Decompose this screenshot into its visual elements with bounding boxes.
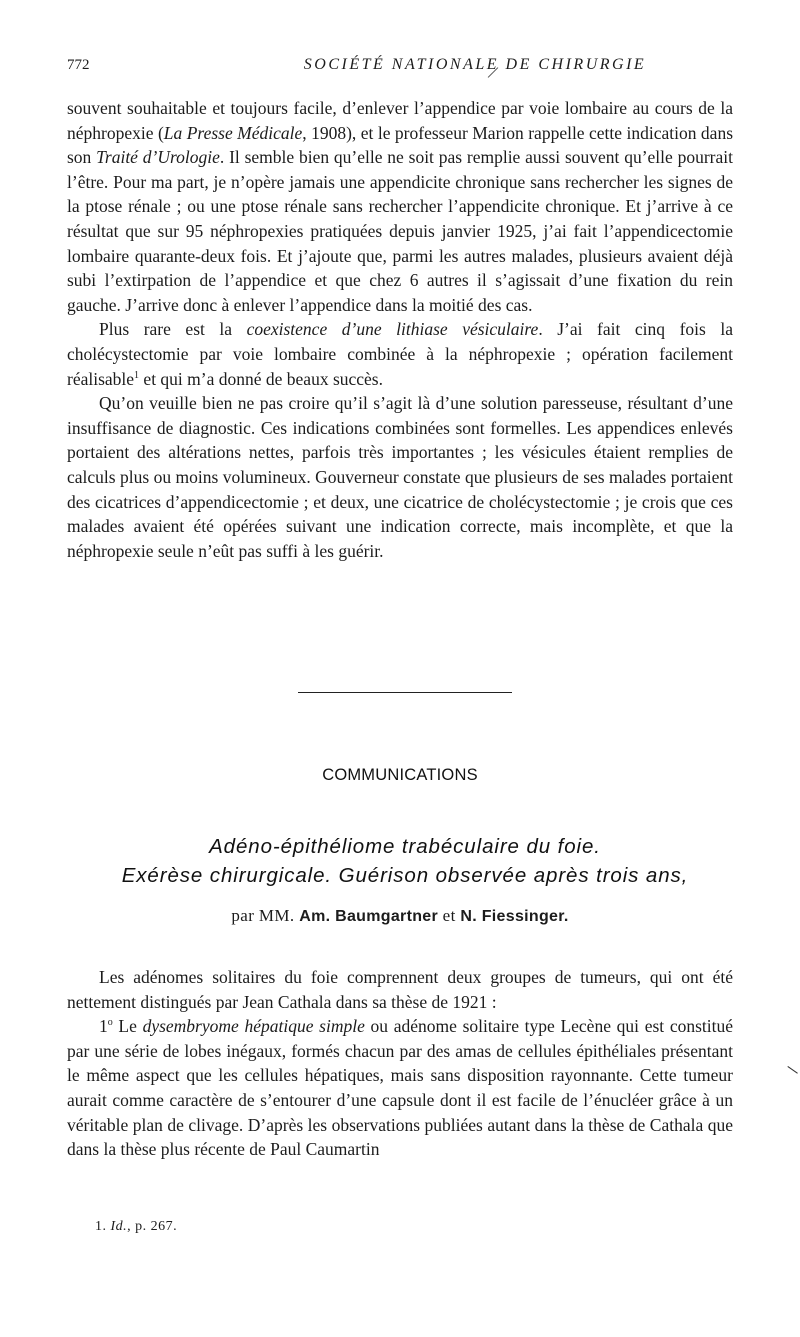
footnote-page-ref: , p. 267. (127, 1219, 178, 1234)
footnote-ibid: Id. (110, 1219, 128, 1234)
emphasis: dysembryome hépatique simple (142, 1016, 365, 1037)
section-heading: COMMUNICATIONS (322, 766, 478, 784)
journal-title: SOCIÉTÉ NATIONALE DE CHIRURGIE (303, 56, 647, 73)
text-run: , 1908), et le professeur Marion rappelle cette indication dans son (67, 122, 734, 168)
list-number: 1 (99, 1016, 108, 1037)
citation-journal: La Presse Médicale (163, 122, 303, 143)
authors-conjunction: et (442, 906, 456, 925)
page-number: 772 (67, 57, 90, 73)
article-title (60, 832, 750, 890)
article-title-line: Exérèse chirurgicale. Guérison observée après trois ans, (121, 864, 689, 887)
emphasis: coexistence d’une lithiase vésiculaire (246, 319, 539, 340)
running-head (67, 54, 733, 76)
margin-mark (781, 1066, 798, 1084)
paragraph (67, 96, 733, 317)
body-text-top (67, 96, 733, 563)
text-run: Le (112, 1016, 143, 1037)
text-run: Plus rare est la (99, 319, 247, 340)
text-run: et qui m’a donné de beaux succès. (139, 368, 383, 389)
section-divider (298, 692, 512, 693)
paragraph: Qu’on veuille bien ne pas croire qu’il s’agit là d’une solution paresseuse, résultant d’une insuffisance de diagnostic. Ces indications combinées sont formelles. Les appendices enlevés portaient des altérations nettes, parfois très importantes ; les vésicules étaient remplies de calculs plus ou moins volumineux. Gouverneur constate que plusieurs de ses malades portaient des cicatrices d’appendicectomie ; et deux, une cicatrice de cholécystectomie ; je crois que ces malades avaient été opérées suivant une indication correcte, mais incomplète, et que la néphropexie seule n’eût pas suffi à les guérir. (67, 393, 733, 561)
paragraph (67, 317, 733, 391)
article-authors (0, 906, 800, 926)
footnote-number: 1. (95, 1219, 107, 1234)
footnote-marker: 1 (134, 369, 140, 381)
citation-book: Traité d’Urologie (96, 147, 220, 168)
authors-prefix: par MM. (231, 906, 295, 925)
text-run: . J’ai fait cinq fois la cholécystectomie par voie lombaire combinée à la néphropexie ; opération facilement réalisable (67, 319, 733, 389)
author-name: N. Fiessinger. (460, 908, 569, 925)
paragraph: Les adénomes solitaires du foie comprennent deux groupes de tumeurs, qui ont été nettement distingués par Jean Cathala dans sa thèse de 1921 : (67, 967, 733, 1012)
text-run: souvent souhaitable et toujours facile, d’enlever l’appendice par voie lombaire au cours de la néphropexie ( (67, 98, 733, 143)
article-title-line: Adéno-épithéliome trabéculaire du foie. (209, 835, 601, 858)
body-text-bottom (67, 965, 733, 1162)
text-run: . Il semble bien qu’elle ne soit pas remplie aussi souvent qu’elle pourrait l’être. Pour ma part, je n’opère jamais une appendicite chronique sans rechercher les signes de la ptose rénale ; ou une ptose rénale sans rechercher l’appendicite chronique. Et j’arrive à ce résultat que sur 95 néphropexies pratiquées depuis janvier 1925, j’ai fait l’appendicectomie lombaire quarante-deux fois. Et j’ajoute que, parmi les autres malades, plusieurs avaient déjà subi l’extirpation de l’appendice et que chez 6 autres il s’agissait d’une fixation du rein gauche. J’arrive donc à enlever l’appendice dans la moitié des cas. (67, 147, 734, 315)
ordinal-marker: o (107, 1017, 113, 1029)
paragraph (67, 1014, 733, 1162)
text-run: ou adénome solitaire type Lecène qui est constitué par une série de lobes inégaux, formés chacun par des amas de cellules épithéliales présentant le même aspect que les cellules hépatiques, mais sans disposition rayonnante. Cette tumeur aurait comme caractère de s’entourer d’une capsule dont il est facile de l’énucléer grâce à un véritable plan de clivage. D’après les observations publiées autant dans la thèse de Cathala que dans la thèse plus récente de Paul Caumartin (67, 1016, 733, 1160)
footnote (95, 1219, 177, 1235)
author-name: Am. Baumgartner (299, 908, 438, 925)
